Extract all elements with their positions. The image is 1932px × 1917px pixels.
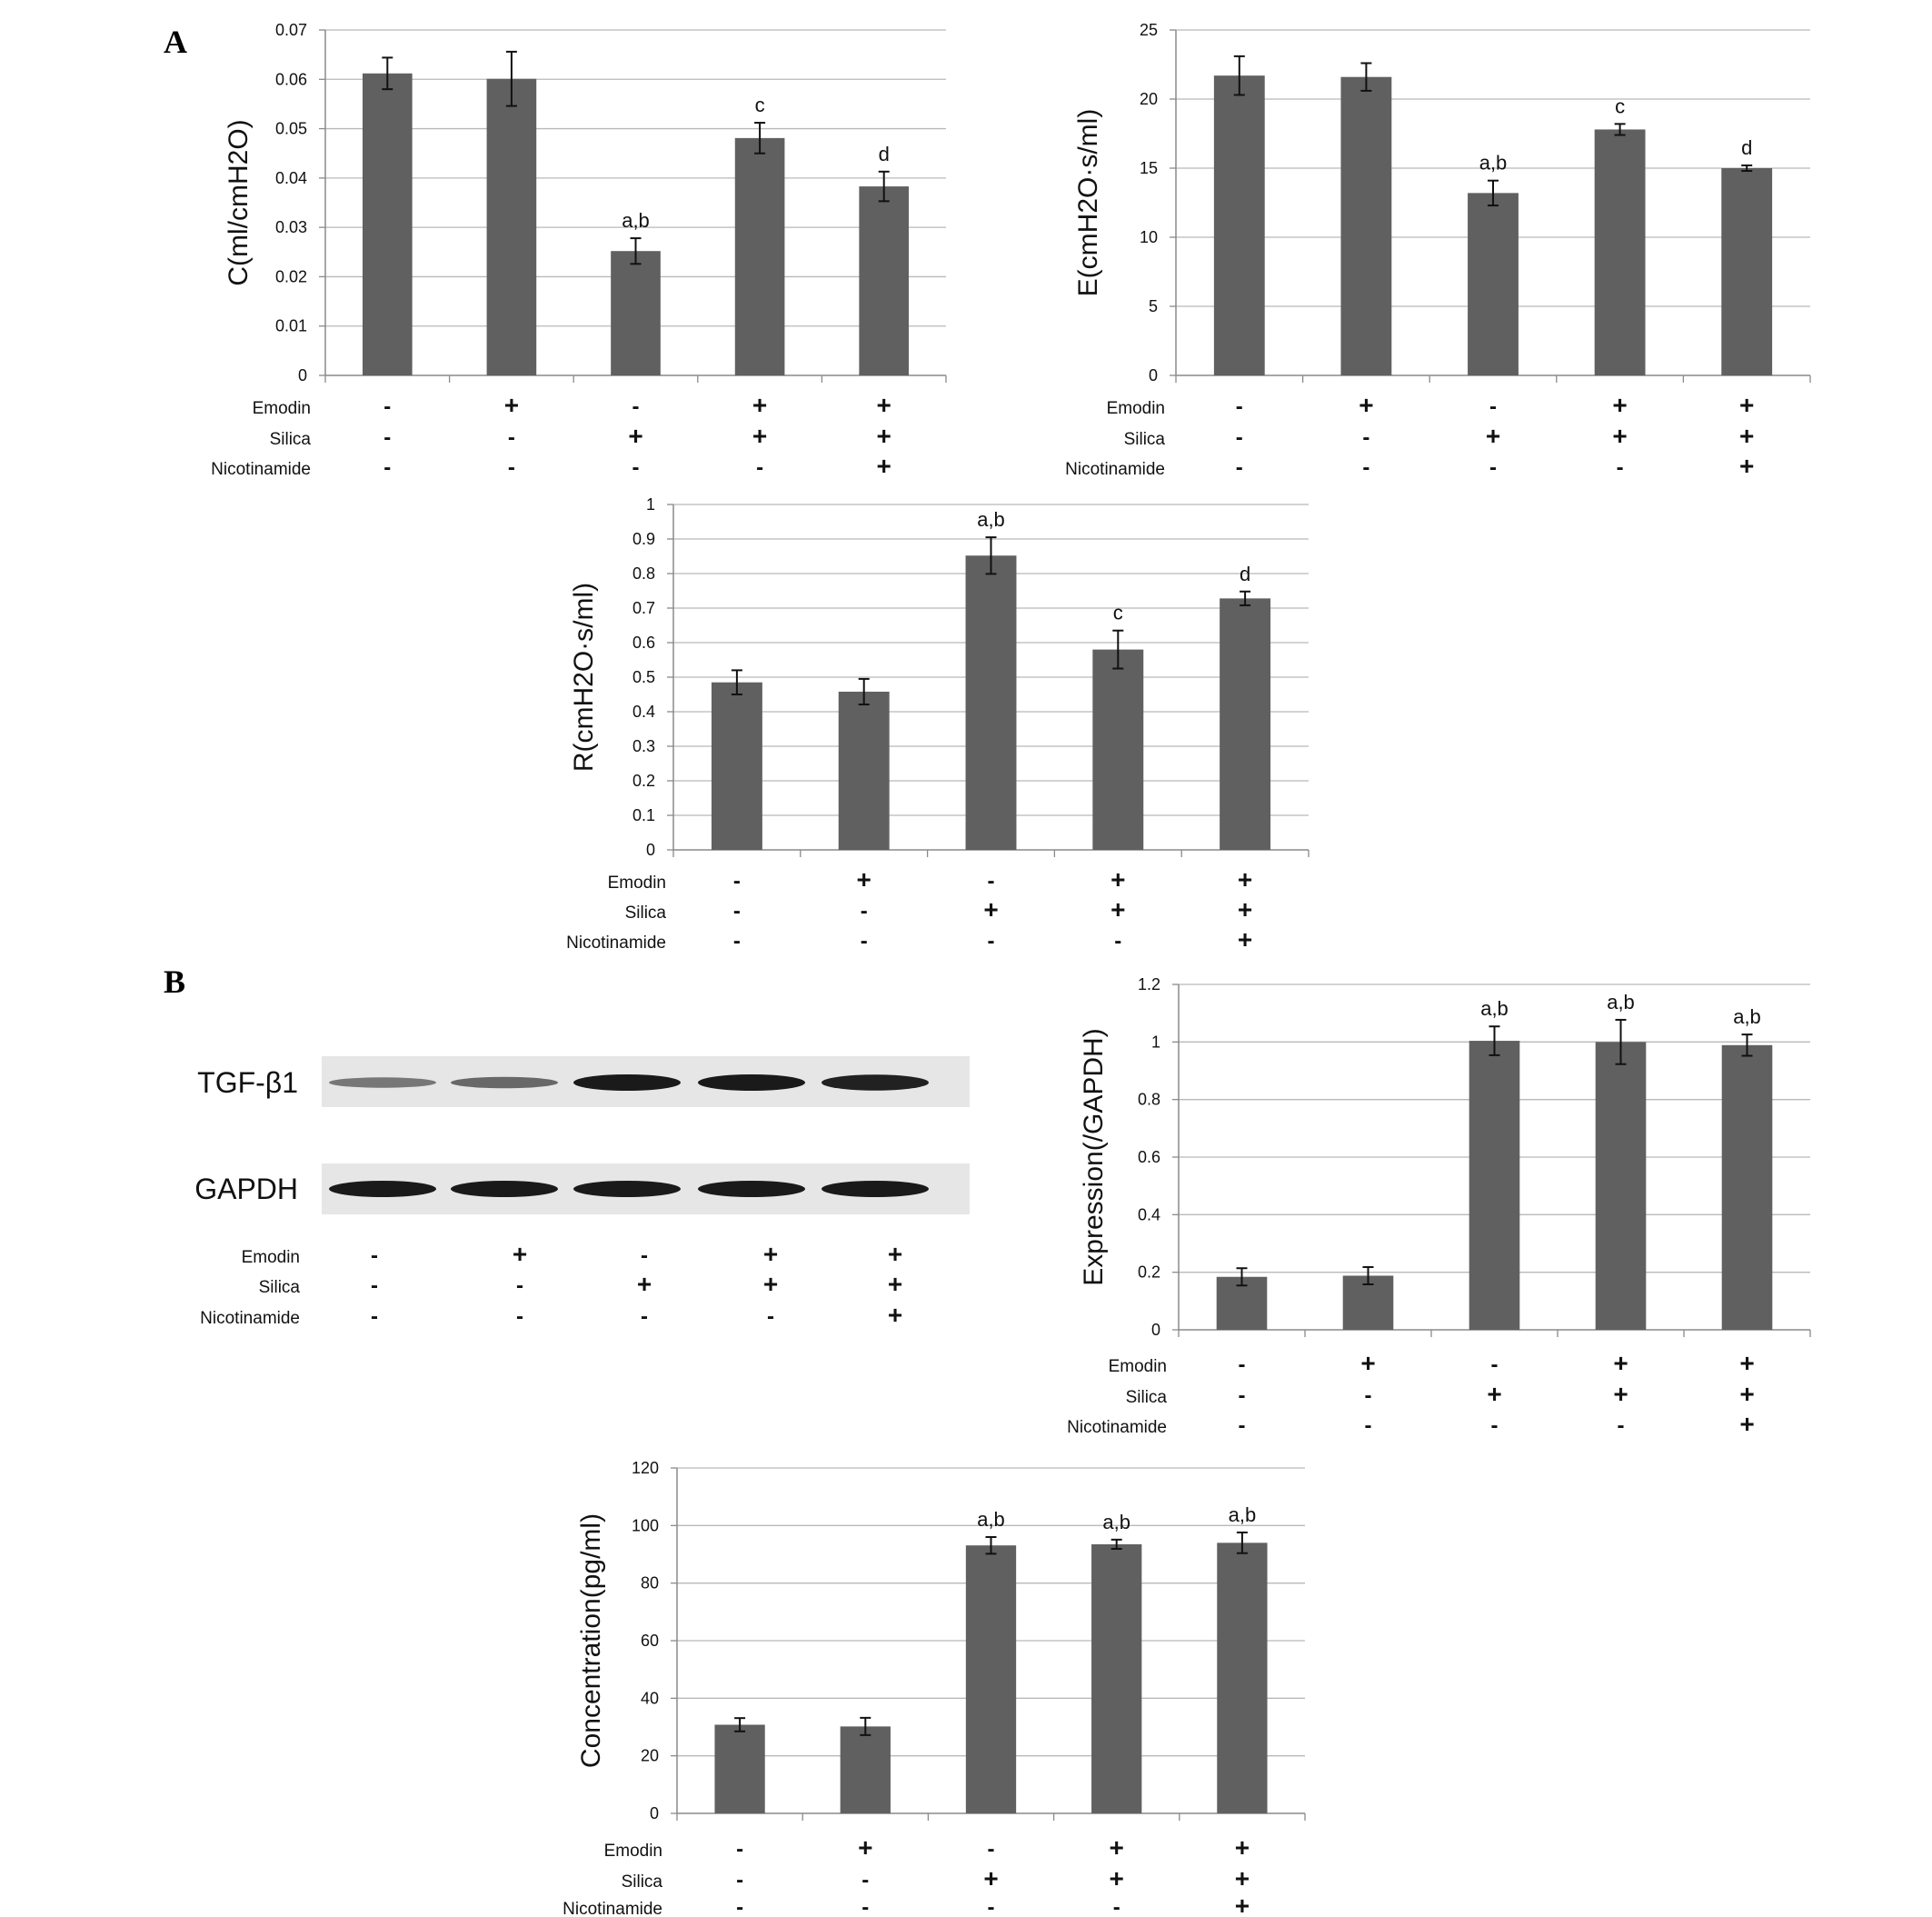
condition-label-nicotinamide: Nicotinamide	[563, 1900, 662, 1917]
condition-sign: +	[876, 422, 891, 450]
blot-band	[451, 1181, 558, 1197]
condition-sign: -	[507, 425, 515, 450]
y-tick-label: 0.9	[632, 530, 655, 548]
condition-sign: +	[1612, 422, 1628, 450]
condition-label-silica: Silica	[1123, 430, 1165, 449]
significance-label: a,b	[977, 1508, 1005, 1531]
condition-sign: +	[1739, 391, 1755, 419]
condition-sign: -	[641, 1304, 648, 1329]
chart-concentration	[563, 1459, 1305, 1917]
western-blot-panel	[194, 1056, 970, 1329]
condition-sign: -	[507, 455, 515, 480]
y-axis-label: R(cmH2O·s/ml)	[569, 582, 599, 773]
chart-expression	[1067, 975, 1810, 1438]
bar	[363, 74, 413, 375]
bar	[1214, 75, 1265, 375]
condition-sign: +	[858, 1833, 873, 1862]
condition-label-emodin: Emodin	[252, 399, 311, 418]
y-tick-label: 1.2	[1137, 975, 1160, 993]
condition-sign: +	[1237, 865, 1253, 894]
blot-band	[451, 1077, 558, 1089]
y-tick-label: 0	[645, 841, 655, 859]
blot-row-label: TGF-β1	[197, 1066, 298, 1099]
condition-sign: -	[1364, 1383, 1372, 1408]
condition-sign: -	[732, 869, 741, 894]
condition-sign: -	[1616, 455, 1624, 480]
panel-a-label: A	[164, 24, 187, 60]
condition-sign: -	[1235, 455, 1243, 480]
y-tick-label: 0.7	[632, 599, 655, 617]
significance-label: d	[1741, 135, 1753, 159]
y-tick-label: 1	[645, 495, 655, 514]
condition-sign: +	[876, 391, 891, 419]
blot-band	[329, 1077, 436, 1088]
condition-label-emodin: Emodin	[603, 1842, 662, 1861]
condition-sign: -	[1238, 1413, 1246, 1438]
condition-sign: +	[1613, 1380, 1628, 1408]
condition-sign: -	[861, 1868, 870, 1892]
condition-label-emodin: Emodin	[1106, 399, 1165, 418]
condition-label-silica: Silica	[1125, 1388, 1167, 1407]
condition-sign: +	[1487, 1380, 1502, 1408]
blot-band	[698, 1074, 805, 1091]
y-tick-label: 0.02	[274, 267, 307, 286]
condition-label-emodin: Emodin	[607, 874, 666, 893]
condition-sign: -	[1362, 425, 1370, 450]
panel-b-label: B	[164, 963, 186, 1000]
condition-sign: +	[1613, 1349, 1628, 1377]
bar	[1340, 77, 1391, 375]
y-axis-label: C(ml/cmH2O)	[224, 119, 254, 286]
significance-label: d	[1239, 562, 1251, 585]
bar	[712, 683, 762, 850]
blot-band	[329, 1181, 436, 1197]
significance-label: a,b	[1228, 1503, 1257, 1526]
significance-label: a,b	[1102, 1510, 1130, 1533]
condition-sign: -	[987, 929, 995, 954]
significance-label: a,b	[1479, 151, 1508, 175]
y-tick-label: 0.06	[274, 70, 307, 89]
y-tick-label: 0.4	[1137, 1205, 1160, 1224]
condition-sign: -	[736, 1868, 744, 1892]
blot-band	[573, 1074, 681, 1091]
condition-sign: -	[641, 1243, 648, 1268]
condition-sign: +	[752, 391, 768, 419]
condition-sign: -	[371, 1304, 378, 1329]
significance-label: c	[1112, 601, 1123, 624]
condition-label-nicotinamide: Nicotinamide	[1067, 1418, 1167, 1437]
blot-band	[573, 1181, 681, 1197]
condition-sign: -	[987, 1837, 995, 1862]
condition-sign: +	[1739, 1380, 1755, 1408]
condition-sign: -	[860, 929, 868, 954]
condition-sign: -	[756, 455, 764, 480]
bar	[611, 251, 661, 375]
condition-sign: +	[1234, 1892, 1250, 1917]
y-tick-label: 0.2	[1137, 1263, 1160, 1282]
y-tick-label: 0.04	[274, 168, 307, 187]
bar	[1092, 650, 1143, 850]
bar	[1220, 598, 1270, 850]
bar	[841, 1726, 891, 1813]
condition-sign: -	[371, 1273, 378, 1298]
bar	[487, 79, 537, 375]
condition-sign: -	[632, 394, 640, 419]
bar	[839, 692, 890, 850]
bar	[1469, 1041, 1520, 1330]
condition-sign: +	[762, 1270, 779, 1298]
condition-sign: +	[983, 1864, 999, 1892]
condition-sign: +	[856, 865, 871, 894]
bar	[1722, 1045, 1773, 1330]
condition-sign: -	[736, 1837, 744, 1862]
condition-sign: +	[512, 1240, 528, 1268]
condition-sign: +	[636, 1270, 652, 1298]
condition-sign: -	[1235, 425, 1243, 450]
bar	[966, 555, 1017, 850]
significance-label: a,b	[622, 209, 650, 233]
condition-sign: -	[860, 899, 868, 924]
y-tick-label: 0.4	[632, 703, 655, 721]
blot-band	[698, 1181, 805, 1197]
condition-label-emodin: Emodin	[1108, 1357, 1167, 1376]
y-tick-label: 0.03	[274, 218, 307, 237]
significance-label: c	[1615, 95, 1626, 118]
condition-label-nicotinamide: Nicotinamide	[211, 460, 311, 479]
condition-sign: +	[1234, 1833, 1250, 1862]
significance-label: a,b	[1480, 997, 1509, 1021]
bar	[1595, 129, 1646, 375]
condition-sign: +	[1110, 865, 1126, 894]
condition-sign: +	[876, 452, 891, 480]
condition-sign: -	[1490, 1353, 1499, 1377]
condition-sign: -	[383, 425, 392, 450]
condition-sign: +	[1360, 1349, 1376, 1377]
y-tick-label: 0	[1148, 366, 1158, 384]
condition-sign: -	[732, 899, 741, 924]
significance-label: c	[754, 94, 765, 117]
condition-sign: -	[987, 869, 995, 894]
condition-sign: -	[1364, 1413, 1372, 1438]
condition-sign: +	[1109, 1864, 1124, 1892]
y-axis-label: Concentration(pg/ml)	[576, 1513, 606, 1769]
condition-sign: +	[1110, 895, 1126, 924]
condition-label-silica: Silica	[621, 1872, 662, 1892]
condition-sign: +	[1359, 391, 1374, 419]
condition-sign: -	[1235, 394, 1243, 419]
condition-sign: -	[383, 394, 392, 419]
bar	[1468, 193, 1519, 375]
condition-label-emodin: Emodin	[241, 1248, 300, 1267]
condition-sign: -	[987, 1895, 995, 1917]
condition-sign: -	[736, 1895, 744, 1917]
y-tick-label: 0.8	[632, 564, 655, 583]
bar	[859, 186, 909, 375]
y-axis-label: Expression(/GAPDH)	[1079, 1028, 1109, 1286]
y-tick-label: 0	[1150, 1321, 1160, 1339]
y-tick-label: 0.3	[632, 737, 655, 755]
condition-sign: -	[767, 1304, 774, 1329]
y-tick-label: 20	[1139, 90, 1158, 108]
condition-sign: -	[383, 455, 392, 480]
condition-sign: -	[516, 1273, 523, 1298]
condition-label-silica: Silica	[269, 430, 311, 449]
y-tick-label: 1	[1150, 1033, 1160, 1052]
bar	[1091, 1544, 1141, 1813]
y-tick-label: 0	[297, 366, 307, 384]
condition-sign: +	[887, 1240, 903, 1268]
bar	[1596, 1042, 1647, 1330]
condition-sign: -	[1112, 1895, 1120, 1917]
condition-sign: -	[732, 929, 741, 954]
bar	[714, 1724, 764, 1813]
y-tick-label: 100	[631, 1516, 659, 1535]
y-tick-label: 0.1	[632, 806, 655, 824]
condition-sign: +	[1739, 452, 1755, 480]
y-tick-label: 0.07	[274, 21, 307, 39]
condition-sign: +	[628, 422, 643, 450]
y-tick-label: 10	[1139, 228, 1158, 246]
condition-sign: +	[1237, 895, 1253, 924]
condition-sign: -	[1238, 1353, 1246, 1377]
condition-sign: +	[762, 1240, 779, 1268]
condition-sign: -	[1489, 394, 1497, 419]
chart-resistance	[566, 495, 1309, 954]
significance-label: a,b	[1733, 1005, 1761, 1029]
condition-sign: -	[1617, 1413, 1625, 1438]
condition-sign: +	[887, 1270, 903, 1298]
condition-sign: -	[1490, 1413, 1499, 1438]
condition-sign: -	[632, 455, 640, 480]
condition-sign: -	[1114, 929, 1122, 954]
blot-band	[822, 1181, 929, 1197]
condition-label-nicotinamide: Nicotinamide	[1065, 460, 1165, 479]
condition-sign: +	[503, 391, 520, 419]
condition-sign: -	[371, 1243, 378, 1268]
y-tick-label: 60	[640, 1632, 659, 1650]
condition-sign: +	[1739, 1410, 1755, 1438]
significance-label: a,b	[1607, 990, 1635, 1013]
y-tick-label: 0.8	[1137, 1090, 1160, 1109]
y-tick-label: 0.05	[274, 119, 307, 138]
condition-sign: -	[861, 1895, 870, 1917]
chart-elastance	[1065, 21, 1810, 480]
condition-sign: +	[1109, 1833, 1124, 1862]
bar	[1217, 1543, 1267, 1813]
y-tick-label: 0.2	[632, 772, 655, 790]
condition-sign: +	[1739, 422, 1755, 450]
significance-label: a,b	[977, 508, 1005, 532]
significance-label: d	[878, 142, 890, 165]
condition-label-silica: Silica	[258, 1278, 300, 1297]
condition-sign: +	[1234, 1864, 1250, 1892]
condition-sign: +	[752, 422, 768, 450]
condition-label-silica: Silica	[624, 904, 666, 923]
condition-sign: +	[1485, 422, 1501, 450]
condition-sign: +	[887, 1301, 903, 1329]
bar	[966, 1545, 1016, 1813]
y-tick-label: 120	[631, 1459, 659, 1477]
y-tick-label: 15	[1139, 159, 1158, 177]
condition-sign: +	[983, 895, 999, 924]
condition-sign: +	[1612, 391, 1628, 419]
blot-row-label: GAPDH	[194, 1173, 298, 1205]
condition-sign: -	[1238, 1383, 1246, 1408]
y-tick-label: 5	[1148, 297, 1158, 315]
condition-sign: -	[1362, 455, 1370, 480]
y-tick-label: 80	[640, 1573, 659, 1593]
y-tick-label: 0.6	[632, 634, 655, 652]
y-tick-label: 0	[649, 1804, 659, 1822]
blot-band	[822, 1074, 929, 1091]
bar	[1721, 168, 1772, 375]
y-tick-label: 20	[640, 1746, 659, 1765]
y-axis-label: E(cmH2O·s/ml)	[1073, 108, 1103, 297]
y-tick-label: 40	[640, 1689, 659, 1708]
bar	[735, 138, 785, 375]
y-tick-label: 0.5	[632, 668, 655, 686]
condition-label-nicotinamide: Nicotinamide	[566, 934, 666, 953]
condition-label-nicotinamide: Nicotinamide	[200, 1309, 300, 1328]
condition-sign: +	[1739, 1349, 1755, 1377]
chart-compliance	[211, 21, 946, 480]
y-tick-label: 0.6	[1137, 1148, 1160, 1166]
condition-sign: -	[1489, 455, 1497, 480]
y-tick-label: 0.01	[274, 316, 307, 335]
condition-sign: -	[516, 1304, 523, 1329]
y-tick-label: 25	[1139, 21, 1158, 39]
condition-sign: +	[1237, 925, 1253, 954]
